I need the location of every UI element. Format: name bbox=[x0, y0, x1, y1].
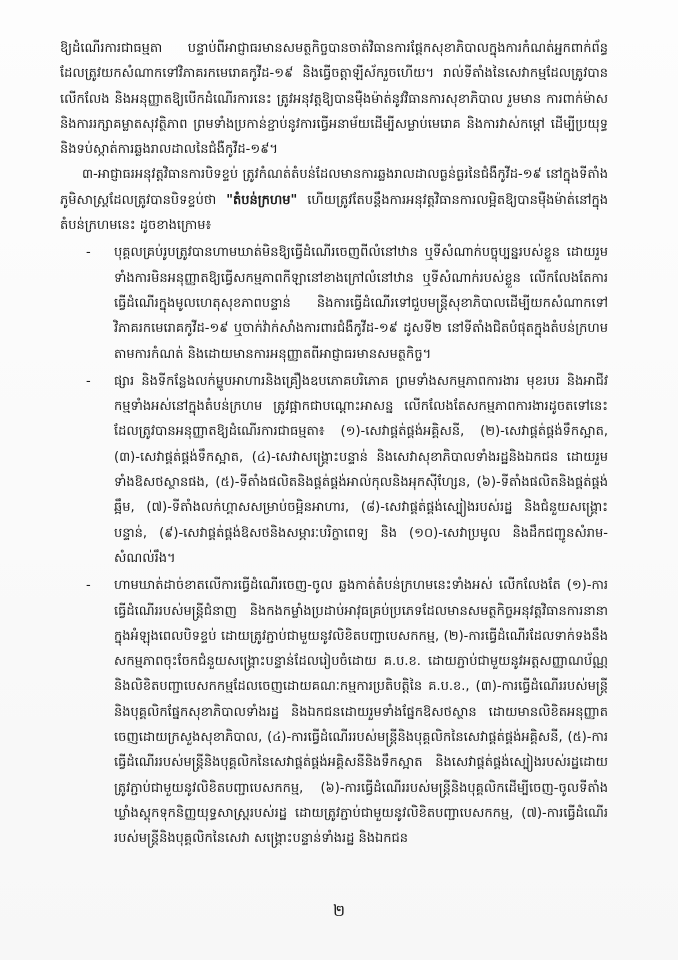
document-body bbox=[60, 36, 608, 852]
intro-paragraph: ឱ្យដំណើរការជាធម្មតា បន្ទាប់ពីអាជ្ញាធរមានសមត្ថកិច្ចបានចាត់វិធានការផ្ដែកសុខាភិបាលក្នុងការកំណត់អ្នកពាក់ព័ន្ធដែលត្រូវយកសំណាកទៅវិភាគរកមេរោគកូវីដ-១៩ និងធ្វើចត្តាឡីស័ករួចហើយ។ រាល់ទីតាំងនៃសេវាកម្មដែលត្រូវបានលើកលែង និងអនុញ្ញាតឱ្យបើកដំណើរការនេះ ត្រូវអនុវត្តឱ្យបានម៉ឺងម៉ាត់នូវវិធានការសុខាភិបាល រួមមាន ការពាក់ម៉ាស និងការរក្សាគម្លាតសុវត្ថិភាព ព្រមទាំងប្រកាន់ខ្ជាប់នូវការធ្វើអនាម័យដើម្បីសម្លាប់មេរោគ និងការវាស់កម្ដៅ ដើម្បីប្រយុទ្ធនិងទប់ស្កាត់ការឆ្លងរាលដាលនៃជំងឺកូវីដ-១៩។ bbox=[60, 41, 608, 158]
bullet-dash: - bbox=[86, 578, 91, 594]
section-3-text-end: ហើយត្រូវតែបន្ដឹងការអនុវត្តវិធានការលម្អិតឱ្យបានម៉ឺងម៉ាត់នៅក្នុងតំបន់ក្រហមនេះ ដូចខាងក្រោម៖ bbox=[60, 192, 608, 234]
bullet-2-text: ផ្សារ និងទីកន្លែងលក់ម្ហូបអាហារនិងគ្រឿងឧបភោគបរិភោគ ព្រមទាំងសកម្មភាពការងារ មុខរបរ និងអាជីវកម្មទាំងអស់នៅក្នុងតំបន់ក្រហម ត្រូវផ្អាកជាបណ្ដោះអាសន្ន លើកលែងតែសកម្មភាពការងារដូចតទៅនេះ ដែលត្រូវបានអនុញ្ញាតឱ្យដំណើរការជាធម្មតា៖ (១)-សេវាផ្គត់ផ្គង់អគ្គិសនី, (២)-សេវាផ្គត់ផ្គង់ទឹកស្អាត, (៣)-សេវាផ្គត់ផ្គង់ទឹកស្អាត, (៤)-សេវាសង្គ្រោះបន្ទាន់ និងសេវាសុខាភិបាលទាំងរដ្ឋនិងឯកជន ដោយរួមទាំងឱសថស្ថានផង, (៥)-ទីតាំងផលិតនិងផ្គត់ផ្គង់អាល់កុលនិងអុកស៊ីហ្សែន, (៦)-ទីតាំងផលិតនិងផ្គត់ផ្គង់ឆ្អឹម, (៧)-ទីតាំងលក់ហ្គាសសម្រាប់ចម្អិនអាហារ, (៨)-សេវាផ្គត់ផ្គង់ស្បៀងរបស់រដ្ឋ និងជំនួយសង្គ្រោះបន្ទាន់, (៩)-សេវាផ្គត់ផ្គង់ឱសថនិងសម្ភារៈបរិក្ខាពេទ្យ និង (១០)-សេវាប្រមូល និងដឹកជញ្ជូនសំរាម-សំណល់រឹង។ bbox=[114, 373, 608, 566]
bullet-1-text: បុគ្គលគ្រប់រូបត្រូវបានហាមឃាត់មិនឱ្យធ្វើដំណើរចេញពីលំនៅឋាន ឬទីសំណាក់បច្ចុប្បន្នរបស់ខ្លួន ដោយរួមទាំងការមិនអនុញ្ញាតឱ្យធ្វើសកម្មភាពកីឡានៅខាងក្រៅលំនៅឋាន ឬទីសំណាក់របស់ខ្លួន លើកលែងតែការធ្វើដំណើរក្នុងមូលហេតុសុខភាពបន្ទាន់ និងការធ្វើដំណើរទៅជួបមន្ត្រីសុខាភិបាលដើម្បីយកសំណាកទៅវិភាគរកមេរោគកូវីដ-១៩ ឬចាក់វ៉ាក់សាំងការពារជំងឺកូវីដ-១៩ ដូសទី២ នៅទីតាំងជិតបំផុតក្នុងតំបន់ក្រហមតាមការកំណត់ និងដោយមានការអនុញ្ញាតពីអាជ្ញាធរមានសមត្ថកិច្ច។ bbox=[114, 245, 608, 362]
bullet-dash: - bbox=[86, 245, 91, 261]
list-item bbox=[86, 240, 608, 366]
section-3-paragraph bbox=[60, 162, 608, 238]
list-item bbox=[86, 573, 608, 851]
measures-list bbox=[60, 240, 608, 851]
bullet-dash: - bbox=[86, 373, 91, 389]
bullet-3-text: ហាមឃាត់ដាច់ខាតលើការធ្វើដំណើរចេញ-ចូល ឆ្លងកាត់តំបន់ក្រហមនេះទាំងអស់ លើកលែងតែ (១)-ការធ្វើដំណើររបស់មន្ត្រីជំនាញ និងកងកម្លាំងប្រដាប់អាវុធគ្រប់ប្រភេទដែលមានសមត្ថកិច្ចអនុវត្តវិធានការនានាក្នុងអំឡុងពេលបិទខ្ទប់ ដោយត្រូវភ្ជាប់ជាមួយនូវលិខិតបញ្ជាបេសកកម្ម, (២)-ការធ្វើដំណើរដែលទាក់ទងនឹងសកម្មភាពចុះចែកជំនួយសង្គ្រោះបន្ទាន់ដែលរៀបចំដោយ គ.ប.ខ. ដោយភ្ជាប់ជាមួយនូវអត្តសញ្ញាណប័ណ្ណ និងលិខិតបញ្ជាបេសកកម្មដែលចេញដោយគណៈកម្មការប្រតិបត្តិនៃ គ.ប.ខ., (៣)-ការធ្វើដំណើររបស់មន្ត្រីនិងបុគ្គលិកផ្នែកសុខាភិបាលទាំងរដ្ឋ និងឯកជនដោយរួមទាំងផ្នែកឱសថស្ថាន ដោយមានលិខិតអនុញ្ញាតចេញដោយក្រសួងសុខាភិបាល, (៤)-ការធ្វើដំណើររបស់មន្ត្រីនិងបុគ្គលិកនៃសេវាផ្គត់ផ្គង់អគ្គិសនី, (៥)-ការធ្វើដំណើររបស់មន្ត្រីនិងបុគ្គលិកនៃសេវាផ្គត់ផ្គង់អគ្គិសនីនិងទឹកស្អាត និងសេវាផ្គត់ផ្គង់ស្បៀងរបស់រដ្ឋដោយត្រូវភ្ជាប់ជាមួយនូវលិខិតបញ្ជាបេសកកម្ម, (៦)-ការធ្វើដំណើររបស់មន្ត្រីនិងបុគ្គលិកដើម្បីចេញ-ចូលទីតាំងឃ្លាំងស្តុកទុកនិញ្ញយុទ្ធសាស្ត្ររបស់រដ្ឋ ដោយត្រូវភ្ជាប់ជាមួយនូវលិខិតបញ្ជាបេសកកម្ម, (៧)-ការធ្វើដំណើររបស់មន្ត្រីនិងបុគ្គលិកនៃសេវា សង្គ្រោះបន្ទាន់ទាំងរដ្ឋ និងឯកជន bbox=[114, 578, 608, 847]
page-number: ២ bbox=[332, 901, 346, 920]
list-item bbox=[86, 369, 608, 571]
red-zone-term: "តំបន់ក្រហម" bbox=[226, 192, 298, 208]
section-3-text-start: ៣-អាជ្ញាធរអនុវត្តវិធានការបិទខ្ទប់ ត្រូវកំណត់តំបន់ដែលមានការឆ្លងរាលដាលធ្ងន់ធ្ងរនៃជំងឺកូវីដ-១៩ នៅក្នុងទីតាំងភូមិសាស្ត្រដែលត្រូវបានបិទខ្ទប់ថា bbox=[60, 167, 608, 208]
